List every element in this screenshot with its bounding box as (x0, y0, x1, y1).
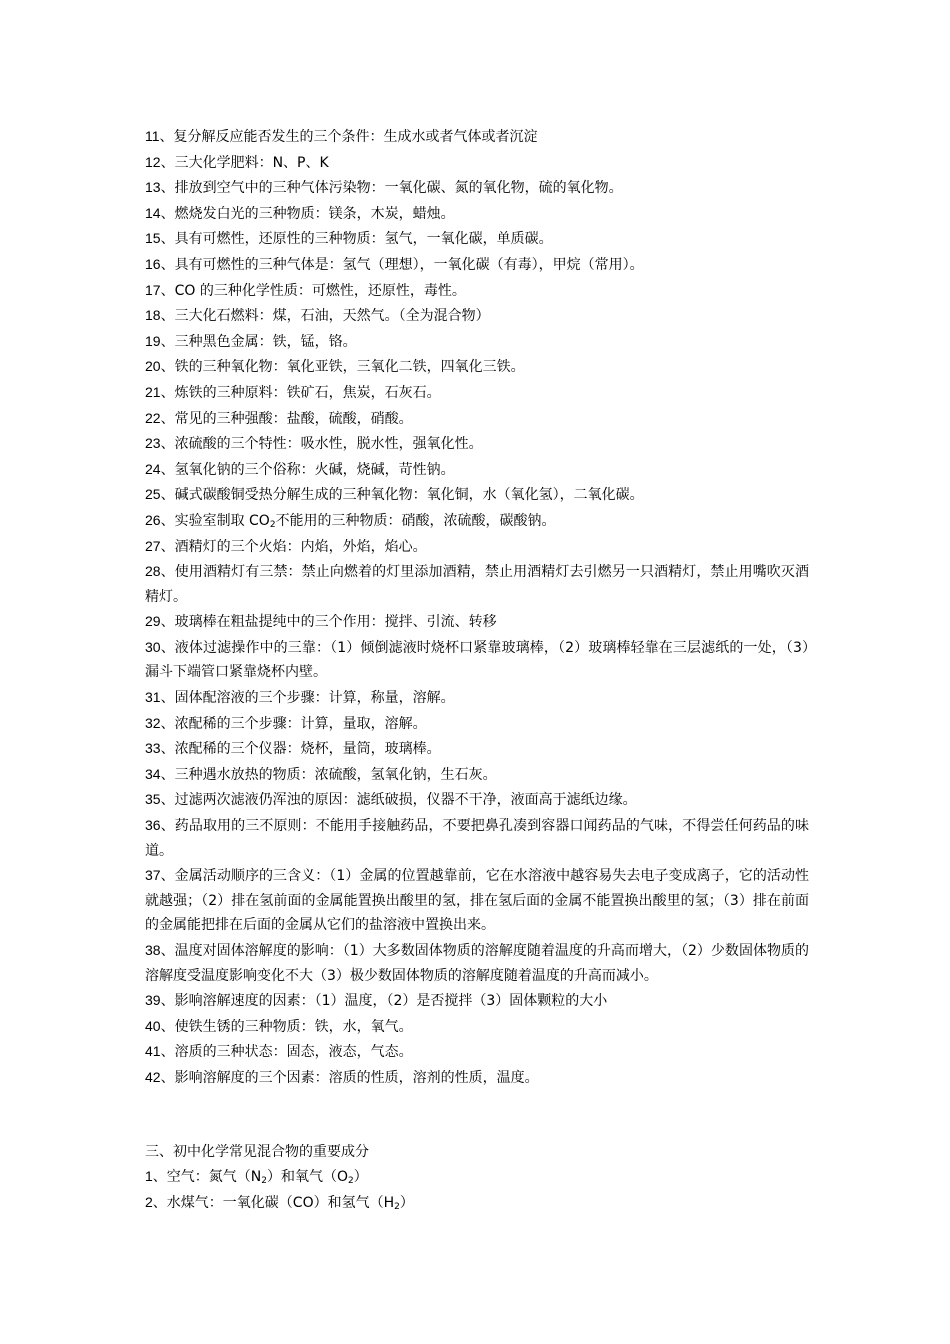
list-item: 13、排放到空气中的三种气体污染物：一氧化碳、氮的氧化物，硫的氧化物。 (145, 179, 623, 197)
subscript: 2 (269, 519, 276, 530)
list-item: 35、过滤两次滤液仍浑浊的原因：滤纸破损，仪器不干净，液面高于滤纸边缘。 (145, 791, 637, 809)
list-item: 1、空气：氮气$(N_2)$和氧气$(O_2)$ (145, 1168, 368, 1187)
subscript: 2 (261, 1176, 268, 1187)
list-item: 16、具有可燃性的三种气体是：氢气（理想），一氧化碳（有毒），甲烷（常用）。 (145, 255, 644, 273)
list-item: 38、温度对固体溶解度的影响：（1）大多数固体物质的溶解度随着温度的升高而增大，（2）少数固体物质的溶解度受温度影响变化不大（3）极少数固体物质的溶解度随着温度的升高而减小。 (145, 942, 809, 984)
list-item: 29、玻璃棒在粗盐提纯中的三个作用：搅拌、引流、转移 (145, 613, 497, 631)
list-item: 30、液体过滤操作中的三靠：（1）倾倒滤液时烧杯口紧靠玻璃棒，（2）玻璃棒轻靠在三层滤纸的一处，（3）漏斗下端管口紧靠烧杯内壁。 (145, 638, 809, 681)
list-item: 14、燃烧发白光的三种物质：镁条，木炭，蜡烛。 (145, 204, 455, 222)
list-item: 21、炼铁的三种原料：铁矿石，焦炭，石灰石。 (145, 383, 441, 401)
list-item: 26、实验室制取 $CO_2$不能用的三种物质：硝酸，浓硫酸，碳酸钠。 (145, 511, 556, 530)
list-item: 34、三种遇水放热的物质：浓硫酸，氢氧化钠，生石灰。 (145, 765, 497, 783)
list-item: 23、浓硫酸的三个特性：吸水性，脱水性，强氧化性。 (145, 435, 483, 453)
subscript: 2 (394, 1201, 400, 1212)
list-item: 31、固体配溶液的三个步骤：计算，称量，溶解。 (145, 689, 455, 707)
list-item: 17、CO 的三种化学性质：可燃性，还原性，毒性。 (145, 281, 466, 299)
list-item: 20、铁的三种氧化物：氧化亚铁，三氧化二铁，四氧化三铁。 (145, 358, 525, 376)
list-item: 27、酒精灯的三个火焰：内焰，外焰，焰心。 (145, 537, 427, 555)
list-item: 12、三大化学肥料：N、P、K (145, 153, 329, 171)
section-heading: 三、初中化学常见混合物的重要成分 (145, 1143, 369, 1160)
list-item: 39、影响溶解速度的因素：（1）温度，（2）是否搅拌（3）固体颗粒的大小 (145, 992, 608, 1010)
list-item: 28、使用酒精灯有三禁：禁止向燃着的灯里添加酒精，禁止用酒精灯去引燃另一只酒精灯，禁止用嘴吹灭酒精灯。 (145, 563, 809, 605)
list-item: 40、使铁生锈的三种物质：铁，水，氧气。 (145, 1017, 413, 1035)
list-item: 42、影响溶解度的三个因素：溶质的性质，溶剂的性质，温度。 (145, 1068, 539, 1086)
list-item: 2、水煤气：一氧化碳（CO）和氢气$(H_2)$ (145, 1193, 414, 1212)
section-spacer (145, 1091, 809, 1140)
list-item: 24、氢氧化钠的三个俗称：火碱，烧碱，苛性钠。 (145, 460, 455, 478)
list-item: 33、浓配稀的三个仪器：烧杯，量筒，玻璃棒。 (145, 740, 441, 758)
list-item: 19、三种黑色金属：铁，锰，铬。 (145, 332, 357, 350)
list-item: 41、溶质的三种状态：固态，液态，气态。 (145, 1043, 413, 1061)
list-item: 37、金属活动顺序的三含义：（1）金属的位置越靠前，它在水溶液中越容易失去电子变成离子，它的活动性就越强；（2）排在氢前面的金属能置换出酸里的氢，排在氢后面的金属不能置换出酸里的氢；（3）排在前面的金属能把排在后面的金属从它们的盐溶液中置换出来。 (145, 867, 809, 934)
document-body (145, 124, 809, 1215)
list-item: 15、具有可燃性，还原性的三种物质：氢气，一氧化碳，单质碳。 (145, 230, 553, 248)
list-item: 11、复分解反应能否发生的三个条件：生成水或者气体或者沉淀 (145, 128, 538, 145)
list-item: 18、三大化石燃料：煤，石油，天然气。（全为混合物） (145, 307, 490, 325)
list-item: 22、常见的三种强酸：盐酸，硫酸，硝酸。 (145, 409, 413, 427)
subscript: 2 (348, 1176, 354, 1187)
list-item: 25、碱式碳酸铜受热分解生成的三种氧化物：氧化铜，水（氧化氢），二氧化碳。 (145, 486, 644, 504)
list-item: 32、浓配稀的三个步骤：计算，量取，溶解。 (145, 714, 427, 732)
list-item: 36、药品取用的三不原则：不能用手接触药品，不要把鼻孔凑到容器口闻药品的气味，不得尝任何药品的味道。 (145, 817, 809, 859)
